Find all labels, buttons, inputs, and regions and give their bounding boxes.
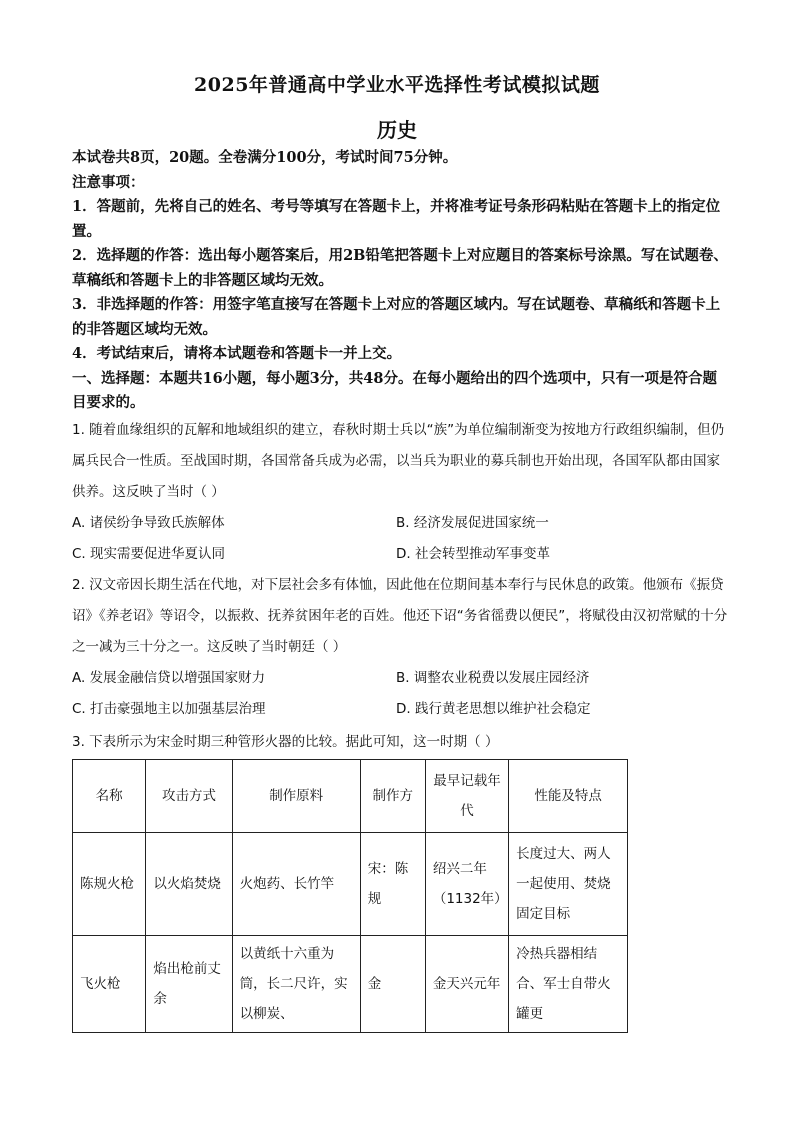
table-cell: 金天兴元年 <box>425 936 508 1033</box>
table-row <box>73 833 628 936</box>
option-row <box>72 539 732 570</box>
table-row <box>73 936 628 1033</box>
option-c[interactable]: C. 打击豪强地主以加强基层治理 <box>72 701 266 717</box>
exam-title: 2025年普通高中学业水平选择性考试模拟试题 <box>194 74 600 96</box>
question-stem: 3. 下表所示为宋金时期三种管形火器的比较。据此可知，这一时期（ ） <box>72 734 499 750</box>
table-header-cell: 攻击方式 <box>146 760 232 833</box>
section-heading: 一、选择题：本题共16小题，每小题3分，共48分。在每小题给出的四个选项中，只有一项是符合题目要求的。 <box>72 369 717 411</box>
table-cell: 绍兴二年（1132年） <box>425 833 508 936</box>
option-d[interactable]: D. 社会转型推动军事变革 <box>396 546 550 562</box>
notice-item: 2．选择题的作答：选出每小题答案后，用2B铅笔把答题卡上对应题目的答案标号涂黑。写在试题卷、草稿纸和答题卡上的非答题区域均无效。 <box>72 247 728 289</box>
option-row <box>72 663 732 694</box>
option-a[interactable]: A. 诸侯纷争导致氏族解体 <box>72 515 225 531</box>
option-a[interactable]: A. 发展金融信贷以增强国家财力 <box>72 670 266 686</box>
question-stem: 1. 随着血缘组织的瓦解和地域组织的建立，春秋时期士兵以“族”为单位编制渐变为按地方行政组织编制，但仍属兵民合一性质。至战国时期，各国常备兵成为必需，以当兵为职业的募兵制也开始出现，各国军队都由国家供养。这反映了当时（ ） <box>72 422 725 500</box>
table-cell: 宋：陈规 <box>360 833 425 936</box>
table-cell: 飞火枪 <box>73 936 146 1033</box>
notice-item: 3．非选择题的作答：用签字笔直接写在答题卡上对应的答题区域内。写在试题卷、草稿纸和答题卡上的非答题区域均无效。 <box>72 296 721 338</box>
notice-item: 1．答题前，先将自己的姓名、考号等填写在答题卡上，并将准考证号条形码粘贴在答题卡上的指定位置。 <box>72 198 721 240</box>
option-b[interactable]: B. 调整农业税费以发展庄园经济 <box>396 670 590 686</box>
firearms-comparison-table <box>72 759 628 1033</box>
instructions-block <box>72 146 728 416</box>
table-header-cell: 制作方 <box>360 760 425 833</box>
table-cell: 以黄纸十六重为筒，长二尺许，实以柳炭、 <box>232 936 360 1033</box>
notice-heading: 注意事项： <box>72 173 145 191</box>
question-stem: 2. 汉文帝因长期生活在代地，对下层社会多有体恤，因此他在位期间基本奉行与民休息的政策。他颁布《振贷诏》《养老诏》等诏令，以振救、抚养贫困年老的百姓。他还下诏“务省徭费以便民”，将赋役由汉初常赋的十分之一减为三十分之一。这反映了当时朝廷（ ） <box>72 577 728 655</box>
table-cell: 以火焰焚烧 <box>146 833 232 936</box>
question-3 <box>72 727 732 758</box>
table-header-row <box>73 760 628 833</box>
option-row <box>72 508 732 539</box>
table-header-cell: 名称 <box>73 760 146 833</box>
table-header-cell: 性能及特点 <box>509 760 628 833</box>
exam-intro: 本试卷共8页，20题。全卷满分100分，考试时间75分钟。 <box>72 149 458 166</box>
table-header-cell: 最早记载年代 <box>425 760 508 833</box>
option-b[interactable]: B. 经济发展促进国家统一 <box>396 515 549 531</box>
question-1 <box>72 415 732 570</box>
table-header-cell: 制作原料 <box>232 760 360 833</box>
option-row <box>72 694 732 725</box>
option-c[interactable]: C. 现实需要促进华夏认同 <box>72 546 226 562</box>
table-cell: 陈规火枪 <box>73 833 146 936</box>
table-cell: 长度过大、两人一起使用、焚烧固定目标 <box>509 833 628 936</box>
table-cell: 火炮药、长竹竿 <box>232 833 360 936</box>
question-2 <box>72 570 732 725</box>
table-cell: 焰出枪前丈余 <box>146 936 232 1033</box>
option-d[interactable]: D. 践行黄老思想以维护社会稳定 <box>396 701 591 717</box>
table-cell: 冷热兵器相结合、军士自带火罐更 <box>509 936 628 1033</box>
notice-item: 4．考试结束后，请将本试题卷和答题卡一并上交。 <box>72 345 402 362</box>
table-cell: 金 <box>360 936 425 1033</box>
subject-title: 历史 <box>377 118 417 142</box>
